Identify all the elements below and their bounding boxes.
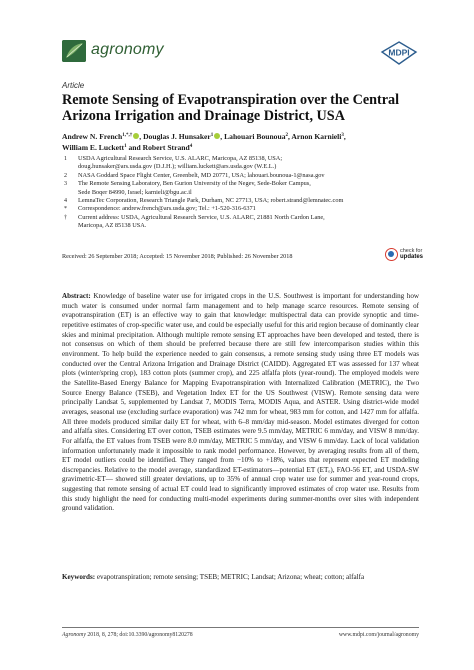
affiliation-mark: 1 xyxy=(64,156,67,162)
author-list: Andrew N. French$^{1,*,\dagger}$ , Douglas J. Hunsaker$^1$ , Lahouari Bounoua$^2$, Arnon Karnieli$^3$, William E. Luckett$^1$ and Robert Strand$^4$ xyxy=(62,132,346,152)
check-updates-icon xyxy=(385,248,398,261)
affiliation-line: Current address: USDA, Agricultural Research Service, U.S. ALARC, 21881 North Cardon Lane, xyxy=(78,213,325,221)
author-sup: 1 xyxy=(124,144,127,149)
author-sup: 1,*,† xyxy=(122,133,133,138)
affiliation-line: The Remote Sensing Laboratory, Ben Gurion University of the Negev, Sede-Boker Campus, xyxy=(78,180,311,188)
abstract xyxy=(62,292,419,514)
journal-header xyxy=(62,40,418,70)
author-sup: 2 xyxy=(285,133,289,138)
author-sup: 4 xyxy=(189,144,193,149)
article-type: Article xyxy=(62,81,85,90)
affiliation-mark: 4 xyxy=(64,198,67,205)
author-name[interactable]: William E. Luckett xyxy=(62,143,125,152)
affiliation-mark: 2 xyxy=(64,172,67,179)
affiliation-mark: 3 xyxy=(64,181,67,188)
author-sup: 3 xyxy=(341,133,344,138)
keywords-label: Keywords: xyxy=(62,573,96,581)
affiliation-line: Sede Boqer 84990, Israel; karnieli@bgu.ac.il xyxy=(78,188,192,196)
affiliation-line: LemnaTec Corporation, Research Triangle Park, Durham, NC 27713, USA; robert.strand@lemnatec.com xyxy=(78,197,344,205)
journal-logo-icon xyxy=(62,40,86,62)
author-sup: 1 xyxy=(210,133,214,138)
affiliation xyxy=(62,197,422,205)
affiliation-mark: * xyxy=(64,206,67,213)
current-address xyxy=(62,214,422,231)
footer-citation: 2018, 8, 278; doi:10.3390/agronomy8120278 xyxy=(85,632,193,638)
author-name[interactable]: Andrew N. French xyxy=(62,132,123,141)
affiliation-line: USDA Agricultural Research Service, U.S. ALARC, Maricopa, AZ 85138, USA; xyxy=(78,155,283,162)
affiliation-line: NASA Goddard Space Flight Center, Greenbelt, MD 20771, USA; lahouari.bounoua-1@nasa.gov xyxy=(78,171,325,179)
publication-dates: Received: 26 September 2018; Accepted: 15 November 2018; Published: 26 November 2018 xyxy=(62,253,293,260)
check-updates-label xyxy=(400,248,423,260)
check-for-updates-button[interactable] xyxy=(385,246,424,270)
journal-url-link[interactable]: www.mdpi.com/journal/agronomy xyxy=(338,632,419,638)
check-updates-line2: updates xyxy=(400,254,424,260)
journal-name: agronomy xyxy=(91,41,164,58)
affiliation xyxy=(62,172,422,180)
keywords-text: evapotranspiration; remote sensing; TSEB; METRIC; Landsat; Arizona; wheat; cotton; alfalfa xyxy=(96,573,365,581)
author-name[interactable]: Lahouari Bounoua xyxy=(224,132,286,141)
affiliations xyxy=(62,155,422,231)
abstract-label: Abstract: xyxy=(62,292,91,300)
author-name[interactable]: Arnon Karnieli xyxy=(291,132,342,141)
keywords xyxy=(62,573,419,583)
affiliation xyxy=(62,180,422,197)
footer-divider xyxy=(62,627,419,628)
check-updates-line1: check for xyxy=(400,248,423,254)
affiliation-line: Maricopa, AZ 85138 USA. xyxy=(78,222,147,230)
orcid-icon[interactable] xyxy=(214,133,220,139)
affiliation-line: doug.hunsaker@ars.usda.gov (D.J.H.); william.luckett@ars.usda.gov (W.E.L.) xyxy=(78,163,277,171)
author-name[interactable]: Douglas J. Hunsaker xyxy=(143,132,211,141)
abstract-text: Knowledge of baseline water use for irrigated crops in the U.S. Southwest is important for understanding how much water is consumed under normal farm management and to help manage scarce resources. Remote sensing of evapotranspiration (ET) is an effective way to gain that knowledge: multispectral data can provide synoptic and time-repetitive estimates of crop-specific water use, and could be especially useful for this arid region because of dominantly clear skies and minimal precipitation. Although multiple remote sensing ET approaches have been developed and tested, there is not consensus on which of them should be preferred because there are still few intercomparison studies within this environment. To help build the experience needed to gain consensus, a remote sensing study using three ET models was conducted over the Central Arizona Irrigation and Drainage District (CAIDD). Aggregated ET was assessed for 137 wheat plots (winter/spring crop), 183 cotton plots (summer crop), and 225 alfalfa plots (year-round). The employed models were the Satellite-Based Energy Balance for Mapping Evapotranspiration with Internalized Calibration (METRIC), the Two Source Energy Balance (TSEB), and Vegetation Index ET for the US Southwest (VISW). Remote sensing data were principally Landsat 5, supplemented by Landsat 7, MODIS Terra, MODIS Aqua, and ASTER. Using district-wide model averages, seasonal use (excluding surface evaporation) was 742 mm for wheat, 983 mm for cotton, and 1427 mm for alfalfa. All three models produced similar daily ET for wheat, with 6–8 mm/day mid-season. Model estimates diverged for cotton and alfalfa sites. Considering ET over cotton, TSEB estimates were 9.5 mm/day, METRIC 6 mm/day, and VISW 8 mm/day. For alfalfa, the ET values from TSEB were 8.0 mm/day, METRIC 5 mm/day, and VISW 6 mm/day. Lack of local validation information unfortunately made it impossible to rank model performance. However, by averaging results from all of them, ET model outliers could be identified. They ranged from −10% to +18%, values that represent expected ET modeling discrepancies. Relative to the model average, standardized ET-estimators—potential ET (ETₒ), FAO-56 ET, and USDA-SW gravimetric-ET— showed still greater deviations, up to 35% of annual crop water use for summer and year-round crops, suggesting that remote sensing of actual ET could lead to significantly improved estimates of crop water use. Results from this study highlight the need for conducting multi-model experiments during summer-months over sites with independent ground validation. xyxy=(62,292,420,513)
footer-journal: Agronomy xyxy=(62,632,86,638)
orcid-icon[interactable] xyxy=(133,133,139,139)
mdpi-logo-text: MDPI xyxy=(388,47,410,58)
mdpi-logo-icon xyxy=(380,41,418,65)
affiliation-mark: † xyxy=(64,214,67,221)
citation-footer xyxy=(62,632,193,638)
affiliation-line: Correspondence: andrew.french@ars.usda.gov; Tel.: +1-520-316-6371 xyxy=(78,205,256,213)
correspondence xyxy=(62,205,422,213)
affiliation xyxy=(62,155,422,172)
paper-title: Remote Sensing of Evapotranspiration over the Central Arizona Irrigation and Drainage District, USA xyxy=(62,92,400,124)
author-conjunction: and xyxy=(128,143,141,152)
author-name[interactable]: Robert Strand xyxy=(142,143,190,152)
